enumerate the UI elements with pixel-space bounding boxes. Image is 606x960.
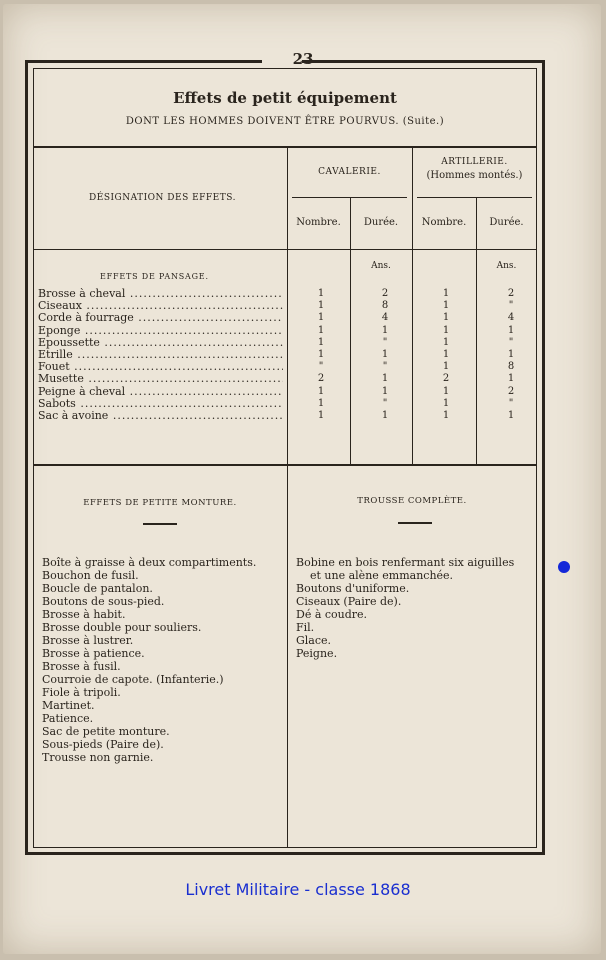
table-row	[38, 410, 538, 422]
artillerie-subheader: (Hommes montés.)	[426, 170, 523, 181]
cell-c1: 1	[317, 312, 325, 324]
cell-c4: "	[508, 397, 514, 409]
artillerie-header: ARTILLERIE.	[441, 157, 508, 167]
table-row	[38, 349, 538, 361]
blue-dot-marker	[558, 561, 570, 573]
list-item: Boutons d'uniforme.	[296, 582, 410, 595]
list-item: Courroie de capote. (Infanterie.)	[42, 673, 224, 686]
cell-c1: 1	[317, 348, 325, 360]
cav-ans-label: Ans.	[371, 261, 391, 271]
cell-c4: 1	[507, 373, 515, 385]
cell-c4: 1	[507, 409, 515, 421]
cell-c4: 1	[507, 324, 515, 336]
cell-c2: 1	[381, 385, 389, 397]
item-name: Sabots .....	[38, 398, 283, 410]
table-row	[38, 325, 538, 337]
cell-c3: 1	[442, 348, 450, 360]
cell-c2: 1	[381, 348, 389, 360]
cell-c2: 1	[381, 324, 389, 336]
list-item: Boîte à graisse à deux compartiments.	[42, 556, 257, 569]
cell-c1: 1	[317, 300, 325, 312]
table-top-rule	[33, 146, 537, 148]
pansage-section-label: EFFETS DE PANSAGE.	[100, 272, 209, 281]
list-item: Brosse à habit.	[42, 608, 126, 621]
cell-c3: 1	[442, 385, 450, 397]
cell-c3: 1	[442, 300, 450, 312]
cell-c1: 1	[317, 397, 325, 409]
table-row	[38, 398, 538, 410]
item-name: Étrille .....	[38, 349, 283, 361]
page-number: 23	[292, 50, 314, 68]
page-title: Effets de petit équipement	[173, 89, 397, 107]
list-item: Ciseaux (Paire de).	[296, 595, 402, 608]
art-ans-label: Ans.	[496, 261, 517, 271]
cell-c3: 1	[442, 397, 450, 409]
cell-c3: 1	[442, 409, 450, 421]
item-name: Époussette .....	[38, 337, 283, 349]
list-item: Boutons de sous-pied.	[42, 595, 165, 608]
cell-c4: "	[508, 336, 514, 348]
list-item: Trousse non garnie.	[42, 751, 154, 764]
item-name: Peigne à cheval .....	[38, 386, 283, 398]
cell-c3: 1	[442, 312, 450, 324]
table-row	[38, 337, 538, 349]
cell-c4: 2	[507, 385, 515, 397]
cell-c2: "	[382, 397, 388, 409]
art-duree-header: Durée.	[489, 217, 524, 228]
list-item: Brosse à lustrer.	[42, 634, 134, 647]
list-item: Boucle de pantalon.	[42, 582, 153, 595]
list-item: Martinet.	[42, 699, 95, 712]
cell-c1: 1	[317, 336, 325, 348]
cell-c2: "	[382, 336, 388, 348]
list-item: Fil.	[296, 621, 315, 634]
list-item: Bouchon de fusil.	[42, 569, 139, 582]
cell-c4: "	[508, 300, 514, 312]
cell-c2: 4	[381, 312, 389, 324]
cell-c2: 2	[381, 288, 389, 299]
caption: Livret Militaire - classe 1868	[185, 880, 411, 899]
list-item: et une alène emmanchée.	[310, 569, 454, 582]
cell-c1: 1	[317, 385, 325, 397]
cell-c1: 1	[317, 409, 325, 421]
table-row	[38, 312, 538, 324]
cav-nombre-header: Nombre.	[296, 217, 341, 228]
section-divider-rule	[33, 464, 537, 466]
cell-c1: 2	[317, 373, 325, 385]
cell-c1: "	[318, 361, 324, 373]
cell-c4: 1	[507, 348, 515, 360]
page-subtitle: DONT LES HOMMES DOIVENT ÊTRE POURVUS. (Suite.)	[125, 116, 445, 127]
header-bottom-rule	[33, 249, 537, 250]
list-item: Brosse à fusil.	[42, 660, 121, 673]
list-item: Dé à coudre.	[296, 608, 368, 621]
list-item: Brosse double pour souliers.	[42, 621, 202, 634]
cell-c3: 1	[442, 324, 450, 336]
cav-duree-header: Durée.	[363, 217, 399, 228]
table-row	[38, 361, 538, 373]
cell-c4: 4	[507, 312, 515, 324]
cell-c3: 1	[442, 361, 450, 373]
art-nombre-header: Nombre.	[421, 217, 467, 228]
cell-c1: 1	[317, 288, 325, 299]
table-row	[38, 373, 538, 385]
list-item: Sac de petite monture.	[42, 725, 170, 738]
table-row	[38, 386, 538, 398]
table-row	[38, 300, 538, 312]
trousse-list	[296, 556, 514, 660]
cell-c2: 8	[381, 300, 389, 312]
cell-c3: 1	[442, 336, 450, 348]
list-item: Fiole à tripoli.	[42, 686, 121, 699]
petite-monture-heading: EFFETS DE PETITE MONTURE.	[83, 498, 237, 508]
item-name: Ciseaux .....	[38, 300, 283, 312]
list-item: Peigne.	[296, 647, 338, 660]
cell-c3: 2	[442, 373, 450, 385]
cavalerie-header: CAVALERIE.	[318, 167, 381, 177]
item-name: Fouet .....	[38, 361, 283, 373]
pansage-table	[38, 288, 538, 422]
cell-c1: 1	[317, 324, 325, 336]
list-item: Glace.	[296, 634, 332, 647]
cell-c4: 8	[507, 361, 515, 373]
table-row	[38, 288, 538, 300]
item-name: Sac à avoine .....	[38, 410, 283, 422]
cell-c3: 1	[442, 288, 450, 299]
trousse-heading: TROUSSE COMPLÈTE.	[357, 496, 467, 506]
item-name: Musette .....	[38, 373, 283, 385]
item-name: Brosse à cheval .....	[38, 288, 283, 300]
list-item: Patience.	[42, 712, 94, 725]
cell-c2: 1	[381, 373, 389, 385]
list-item: Bobine en bois renfermant six aiguilles	[296, 556, 515, 569]
list-item: Brosse à patience.	[42, 647, 145, 660]
cell-c2: 1	[381, 409, 389, 421]
petite-monture-list	[42, 556, 256, 764]
cell-c2: "	[382, 361, 388, 373]
item-name: Éponge .....	[38, 325, 283, 337]
designation-header: DÉSIGNATION DES EFFETS.	[89, 193, 236, 203]
cell-c4: 2	[507, 288, 515, 299]
item-name: Corde à fourrage .....	[38, 312, 283, 324]
list-item: Sous-pieds (Paire de).	[42, 738, 164, 751]
